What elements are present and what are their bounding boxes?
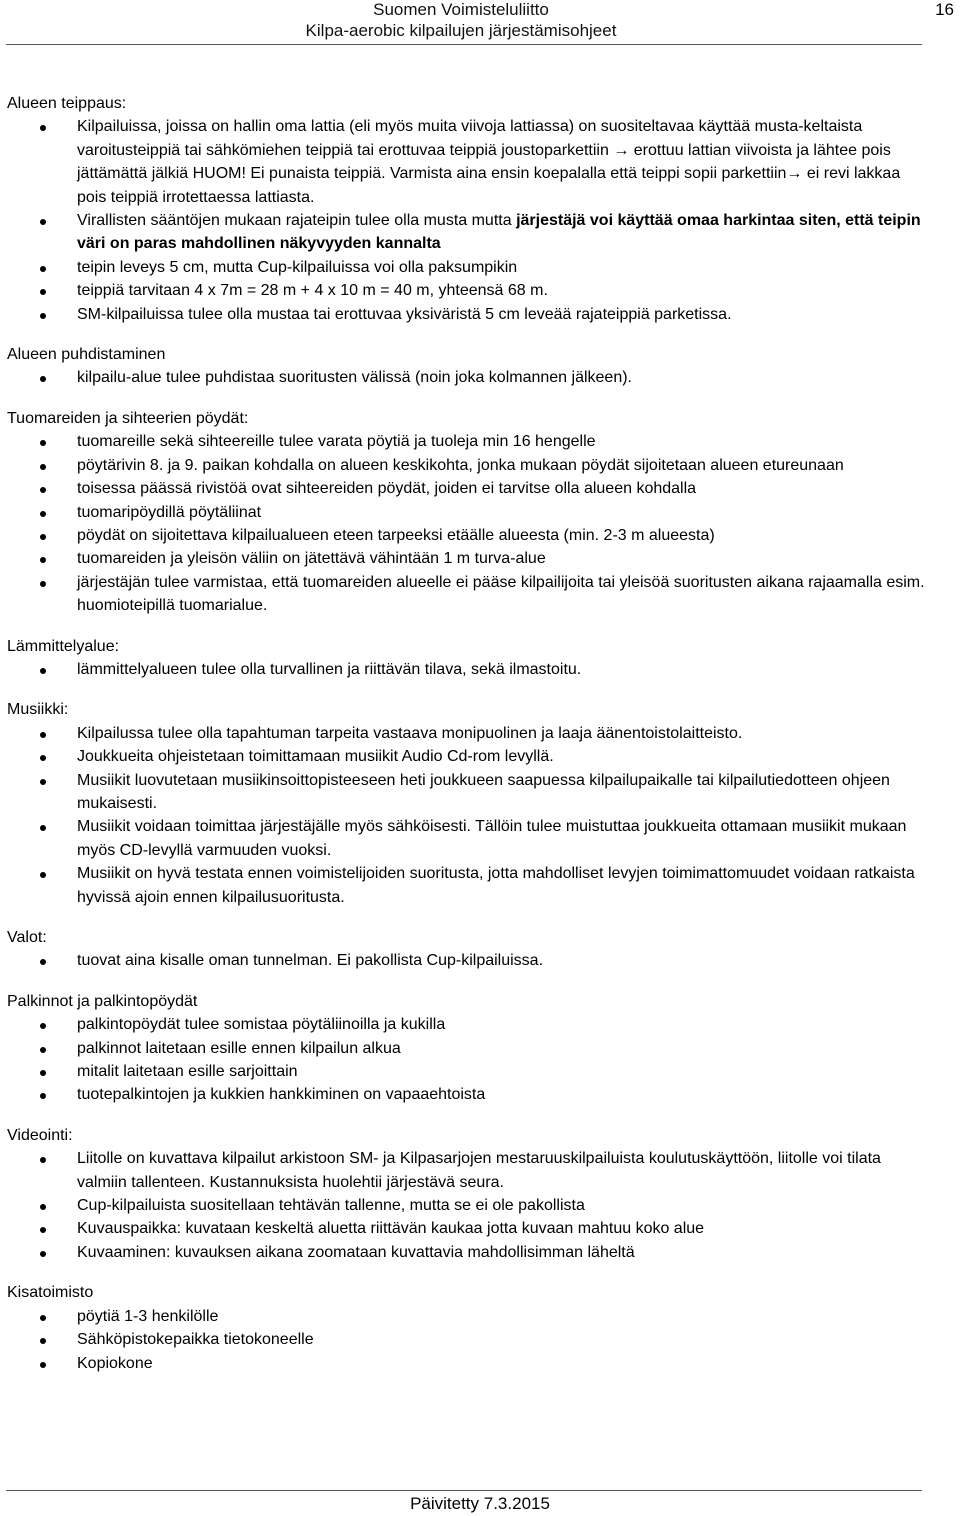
section-title: Lämmittelyalue: <box>7 637 120 655</box>
section <box>7 1124 927 1264</box>
bullet-icon <box>40 1362 46 1368</box>
bullet-icon <box>40 668 46 674</box>
bullet-list <box>7 949 927 972</box>
section <box>7 343 927 390</box>
item-text: kilpailu-alue tulee puhdistaa suoritusten välissä (noin joka kolmannen jälkeen). <box>77 369 632 387</box>
bullet-list <box>7 366 927 389</box>
item-text: palkintopöydät tulee somistaa pöytäliinoilla ja kukilla <box>77 1016 446 1034</box>
list-item <box>7 430 927 453</box>
list-item <box>7 209 927 256</box>
item-text: mitalit laitetaan esille sarjoittain <box>77 1063 298 1081</box>
section-title: Kisatoimisto <box>7 1284 94 1302</box>
list-item <box>7 722 927 745</box>
list-item <box>7 1037 927 1060</box>
item-text: erottuu lattian viivoista ja lähtee pois jättämättä jälkiä HUOM! Ei punaista teippiä. Varmista aina ensin koepalalla että teippi sopii parkettiin <box>77 141 891 183</box>
bullet-icon <box>40 440 46 446</box>
list-item <box>7 1083 927 1106</box>
item-text: toisessa päässä rivistöä ovat sihteereiden pöydät, joiden ei tarvitse olla alueen kohdalla <box>77 480 697 498</box>
list-item <box>7 256 927 279</box>
item-text: tuotepalkintojen ja kukkien hankkiminen on vapaaehtoista <box>77 1086 486 1104</box>
list-item <box>7 1147 927 1194</box>
list-item <box>7 745 927 768</box>
arrow-right-icon: → <box>613 141 630 159</box>
list-item <box>7 949 927 972</box>
section <box>7 1281 927 1375</box>
bullet-icon <box>40 959 46 965</box>
bullet-icon <box>40 1315 46 1321</box>
section-title: Alueen teippaus: <box>7 95 127 112</box>
bullet-icon <box>40 534 46 540</box>
section <box>7 698 927 909</box>
bullet-icon <box>40 872 46 878</box>
item-text: Kopiokone <box>77 1354 153 1372</box>
list-item <box>7 524 927 547</box>
bullet-icon <box>40 266 46 272</box>
bullet-list <box>7 115 927 326</box>
item-text: Musiikit voidaan toimittaa järjestäjälle myös sähköisesti. Tällöin tulee muistuttaa joukkueita ottamaan musiikit mukaan myös CD-levyllä varmuuden vuoksi. <box>77 818 907 859</box>
section-title: Tuomareiden ja sihteerien pöydät: <box>7 409 249 427</box>
bullet-icon <box>40 1227 46 1233</box>
item-text: Virallisten sääntöjen mukaan rajateipin tulee olla musta mutta <box>77 212 517 230</box>
list-item <box>7 477 927 500</box>
section <box>7 635 927 682</box>
section <box>7 92 927 326</box>
bullet-icon <box>40 1023 46 1029</box>
bullet-icon <box>40 1204 46 1210</box>
header-doc-title: Kilpa-aerobic kilpailujen järjestämisohjeet <box>305 21 617 40</box>
item-text: tuomareiden ja yleisön väliin on jätettävä vähintään 1 m turva-alue <box>77 550 546 568</box>
bullet-icon <box>40 1047 46 1053</box>
page-number: 16 <box>935 0 954 19</box>
list-item <box>7 862 927 909</box>
item-text: tuovat aina kisalle oman tunnelman. Ei pakollista Cup-kilpailuissa. <box>77 952 544 970</box>
item-text: Cup-kilpailuista suositellaan tehtävän tallenne, mutta se ei ole pakollista <box>77 1197 585 1215</box>
list-item <box>7 115 927 209</box>
item-text: Kuvaaminen: kuvauksen aikana zoomataan kuvattavia mahdollisimman läheltä <box>77 1243 635 1261</box>
bullet-list <box>7 1305 927 1375</box>
item-text: Sähköpistokepaikka tietokoneelle <box>77 1331 314 1349</box>
list-item <box>7 366 927 389</box>
item-text: Liitolle on kuvattava kilpailut arkistoon SM- ja Kilpasarjojen mestaruuskilpailuista koulutuskäyttöön, liitolle voi tilata valmiin tallenteen. Kustannuksista huolehtii järjestävä seura. <box>77 1150 881 1191</box>
bullet-icon <box>40 125 46 131</box>
list-item <box>7 1241 927 1264</box>
header-org: Suomen Voimisteluliitto <box>373 0 549 19</box>
arrow-right-icon: → <box>786 165 803 183</box>
item-text: Kuvauspaikka: kuvataan keskeltä aluetta riittävän kaukaa jotta kuvaan mahtuu koko alue <box>77 1220 705 1238</box>
bullet-icon <box>40 1070 46 1076</box>
bullet-icon <box>40 376 46 382</box>
section <box>7 990 927 1107</box>
item-text: teippiä tarvitaan 4 x 7m = 28 m + 4 x 10 m = 40 m, yhteensä 68 m. <box>77 282 548 300</box>
list-item <box>7 571 927 618</box>
bullet-icon <box>40 825 46 831</box>
item-text: tuomaripöydillä pöytäliinat <box>77 503 262 521</box>
item-text: pöydät on sijoitettava kilpailualueen eteen tarpeeksi etäälle alueesta (min. 2-3 m alueesta) <box>77 526 715 544</box>
list-item <box>7 279 927 302</box>
list-item <box>7 1305 927 1328</box>
page-header <box>0 0 960 46</box>
emphasis-text: järjestäjä voi käyttää omaa harkintaa siten, että teipin väri on paras mahdollinen näkyvyyden kannalta <box>77 212 921 253</box>
document-body <box>7 92 927 1392</box>
bullet-icon <box>40 1093 46 1099</box>
bullet-icon <box>40 464 46 470</box>
bullet-icon <box>40 1338 46 1344</box>
list-item <box>7 1194 927 1217</box>
item-text: Musiikit on hyvä testata ennen voimistelijoiden suoritusta, jotta mahdolliset levyjen toimimattomuudet voidaan ratkaista hyvissä ajoin ennen kilpailusuoritusta. <box>77 865 915 906</box>
bullet-list <box>7 1013 927 1107</box>
bullet-icon <box>40 1251 46 1257</box>
list-item <box>7 501 927 524</box>
bullet-list <box>7 430 927 617</box>
section <box>7 407 927 618</box>
list-item <box>7 769 927 816</box>
header-divider <box>6 44 922 45</box>
list-item <box>7 1060 927 1083</box>
bullet-icon <box>40 581 46 587</box>
bullet-icon <box>40 289 46 295</box>
section-title: Palkinnot ja palkintopöydät <box>7 992 198 1010</box>
bullet-icon <box>40 1157 46 1163</box>
bullet-icon <box>40 511 46 517</box>
section-title: Alueen puhdistaminen <box>7 346 166 364</box>
item-text: järjestäjän tulee varmistaa, että tuomareiden alueelle ei pääse kilpailijoita tai yleisöä suoritusten aikana rajaamalla esim. huomioteipillä tuomarialue. <box>77 573 925 615</box>
list-item <box>7 303 927 326</box>
item-text: teipin leveys 5 cm, mutta Cup-kilpailuissa voi olla paksumpikin <box>77 258 518 276</box>
section-title: Valot: <box>7 929 47 946</box>
item-text: pöytiä 1-3 henkilölle <box>77 1307 219 1325</box>
list-item <box>7 1352 927 1375</box>
item-text: lämmittelyalueen tulee olla turvallinen ja riittävän tilava, sekä ilmastoitu. <box>77 660 582 678</box>
section-title: Musiikki: <box>7 701 69 719</box>
footer-divider <box>6 1490 922 1491</box>
list-item <box>7 1013 927 1036</box>
footer-updated: Päivitetty 7.3.2015 <box>410 1494 550 1513</box>
item-text: Kilpailussa tulee olla tapahtuman tarpeita vastaava monipuolinen ja laaja äänentoistolaitteisto. <box>77 724 743 742</box>
section-title: Videointi: <box>7 1126 73 1144</box>
item-text: Musiikit luovutetaan musiikinsoittopisteeseen heti joukkueen saapuessa kilpailupaikalle tai kilpailutiedotteen ohjeen mukaisesti. <box>77 771 890 812</box>
list-item <box>7 815 927 862</box>
item-text: palkinnot laitetaan esille ennen kilpailun alkua <box>77 1039 401 1057</box>
item-text: SM-kilpailuissa tulee olla mustaa tai erottuvaa yksiväristä 5 cm leveää rajateippiä parketissa. <box>77 305 732 323</box>
list-item <box>7 1328 927 1351</box>
list-item <box>7 454 927 477</box>
item-text: Kilpailuissa, joissa on hallin oma lattia (eli myös muita viivoja lattiassa) on suositeltavaa käyttää musta-keltaista varoitusteippiä tai sähkömiehen teippiä tai erottuvaa teippiä joustoparkettiin <box>77 118 863 159</box>
item-text: ei revi lakkaa pois teippiä irrotettaessa lattiasta. <box>77 165 901 206</box>
bullet-icon <box>40 755 46 761</box>
item-text: pöytärivin 8. ja 9. paikan kohdalla on alueen keskikohta, jonka mukaan pöydät sijoitetaan alueen etureunaan <box>77 456 844 474</box>
bullet-icon <box>40 487 46 493</box>
bullet-icon <box>40 219 46 225</box>
bullet-list <box>7 658 927 681</box>
section <box>7 926 927 973</box>
list-item <box>7 1217 927 1240</box>
bullet-icon <box>40 779 46 785</box>
bullet-icon <box>40 557 46 563</box>
list-item <box>7 547 927 570</box>
item-text: Joukkueita ohjeistetaan toimittamaan musiikit Audio Cd-rom levyllä. <box>77 748 554 766</box>
bullet-list <box>7 1147 927 1264</box>
bullet-icon <box>40 732 46 738</box>
bullet-list <box>7 722 927 909</box>
item-text: tuomareille sekä sihteereille tulee varata pöytiä ja tuoleja min 16 hengelle <box>77 433 596 451</box>
list-item <box>7 658 927 681</box>
bullet-icon <box>40 313 46 319</box>
